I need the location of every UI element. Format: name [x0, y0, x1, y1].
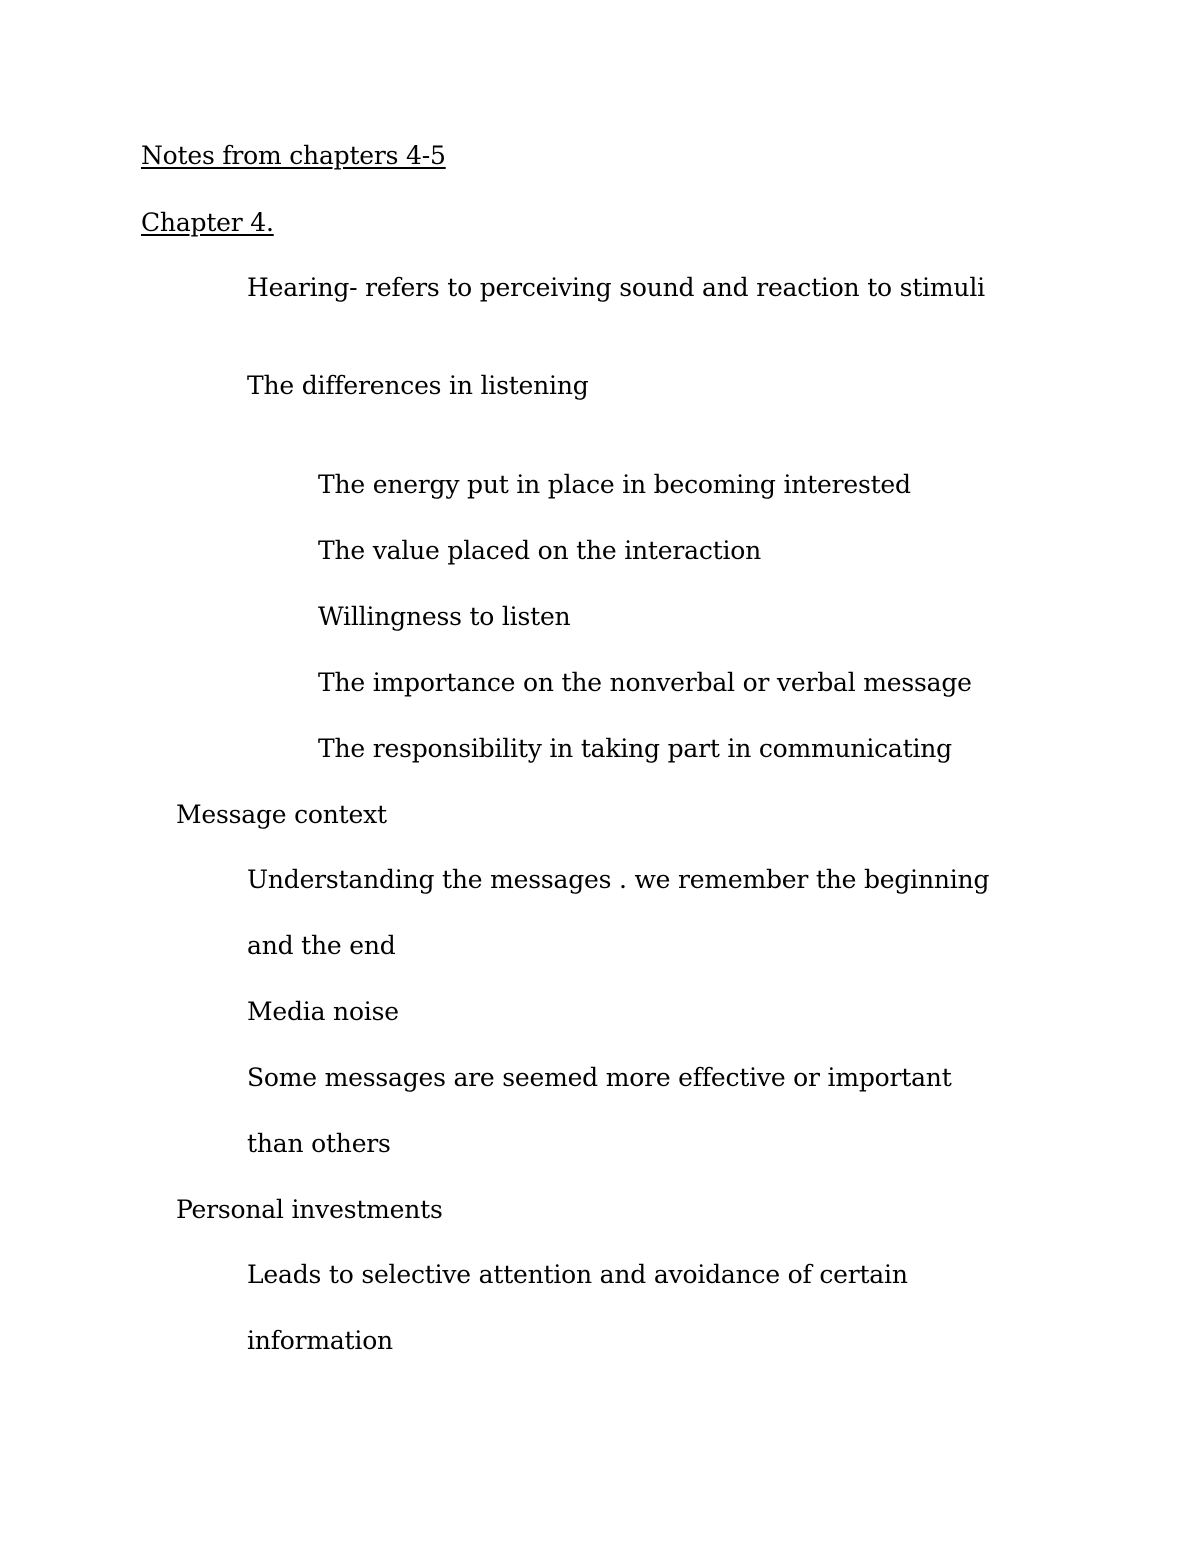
- personal-investments-line: information: [247, 1326, 393, 1355]
- differences-item: Willingness to listen: [318, 602, 571, 631]
- differences-item: The importance on the nonverbal or verbal message: [318, 668, 972, 697]
- personal-investments-line: Leads to selective attention and avoidance of certain: [247, 1260, 908, 1289]
- message-context-heading: Message context: [176, 800, 387, 829]
- message-context-line: Understanding the messages . we remember the beginning: [247, 865, 990, 894]
- chapter-heading: Chapter 4.: [141, 208, 274, 237]
- differences-item: The energy put in place in becoming interested: [318, 470, 911, 499]
- hearing-note: Hearing- refers to perceiving sound and reaction to stimuli: [247, 273, 985, 302]
- differences-item: The responsibility in taking part in communicating: [318, 734, 952, 763]
- message-context-line: Media noise: [247, 997, 399, 1026]
- message-context-line: and the end: [247, 931, 396, 960]
- differences-heading: The differences in listening: [247, 371, 589, 400]
- personal-investments-heading: Personal investments: [176, 1195, 443, 1224]
- document-title: Notes from chapters 4-5: [141, 141, 446, 170]
- message-context-line: Some messages are seemed more effective or important: [247, 1063, 952, 1092]
- differences-item: The value placed on the interaction: [318, 536, 762, 565]
- message-context-line: than others: [247, 1129, 391, 1158]
